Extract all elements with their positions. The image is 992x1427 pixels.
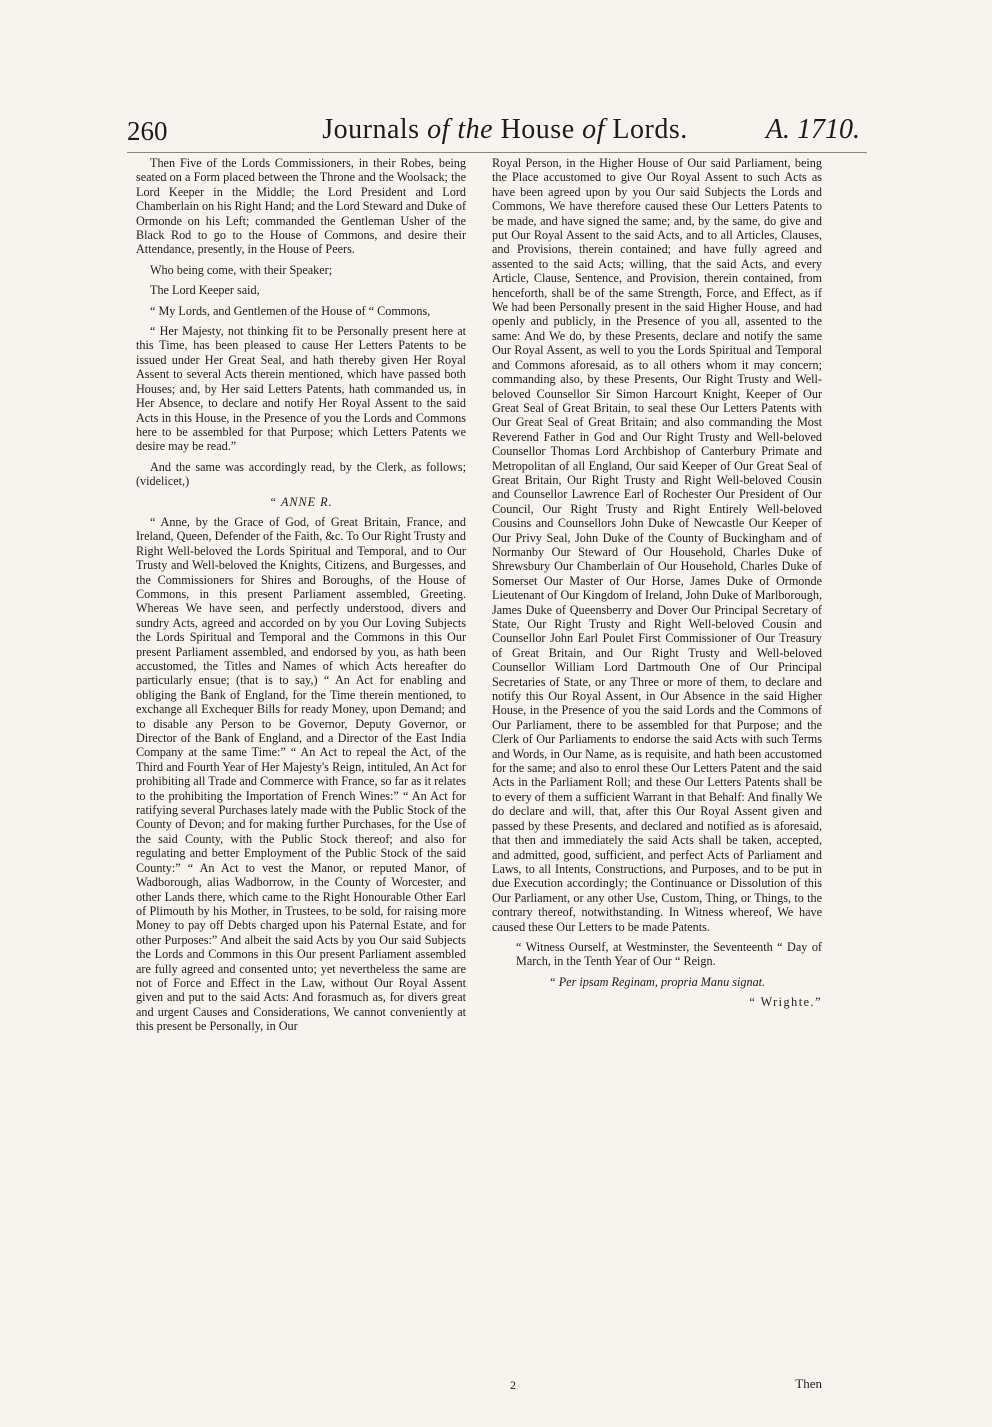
title-part-journals: Journals <box>322 114 428 145</box>
left-column <box>136 156 466 1040</box>
paragraph-per-ipsam: “ Per ipsam Reginam, propria Manu signat. <box>548 974 766 989</box>
paragraph-read-by-clerk: And the same was accordingly read, by the Clerk, as follows; (videlicet,) <box>136 459 466 489</box>
page-number: 260 <box>127 116 168 146</box>
paragraph-who-being-come: Who being come, with their Speaker; <box>150 262 333 277</box>
title-part-of: of <box>582 114 605 145</box>
title-part-house: House <box>493 114 583 145</box>
paragraph-commissioners-seated: Then Five of the Lords Commissioners, in their Robes, being seated on a Form placed between the Throne and the Woolsack; the Lord Keeper in the Middle; the Lord President and Lord Chamberlain on his Right Hand; and the Lord Steward and Duke of Ormonde on his Left; commanded the Gentleman Usher of the Black Rod to go to the House of Commons, and desire their Attendance, presently, in the House of Peers. <box>136 156 467 257</box>
catchword: Then <box>795 1376 822 1391</box>
paragraph-salutation: “ My Lords, and Gentlemen of the House of “ Commons, <box>150 303 431 318</box>
right-column <box>492 156 822 1016</box>
page-footer <box>492 1372 822 1402</box>
paragraph-speech: “ Her Majesty, not thinking fit to be Personally present here at this Time, has been pleased to cause Her Letters Patents to be issued under Her Great Seal, and hath thereby given Her Royal Assent to several Acts therein mentioned, which have passed both Houses; and, by Her said Letters Patents, hath commanded us, in Her Absence, to declare and notify Her Royal Assent to the said Acts in this House, in the Presence of you the Lords and Commons here to be assembled for that Purpose; which Letters Patents we desire may be read.” <box>136 324 466 454</box>
anne-r-heading: “ ANNE R. <box>269 494 333 509</box>
paragraph-letters-patent: “ Anne, by the Grace of God, of Great Britain, France, and Ireland, Queen, Defender of the Faith, &c. To Our Right Trusty and Right Well-beloved the Lords Spiritual and Temporal, and to Our Trusty and Well-beloved the Knights, Citizens, and Burgesses, and the Commissioners for Shires and Boroughs, of the House of Commons, in this present Parliament assembled, Greeting. Whereas We have seen, and perfectly understood, divers and sundry Acts, agreed and accorded on by you Our Loving Subjects the Lords Spiritual and Temporal and the Commons in this Our present Parliament assembled, and endorsed by you, as hath been accustomed, the Titles and Names of which Acts hereafter do particularly ensue; (that is to say,) “ An Act for enabling and obliging the Bank of England, for the Time therein mentioned, to exchange all Exchequer Bills for ready Money, upon Demand; and to disable any Person to be Governor, Deputy Governor, or Director of the Bank of England, and a Director of the East India Company at the same Time:” “ An Act to repeal the Act, of the Third and Fourth Year of Her Majesty's Reign, intituled, An Act for prohibiting all Trade and Commerce with France, so far as it relates to the prohibiting the Importation of French Wines:” “ An Act for ratifying several Purchases lately made with the Public Stock of the County of Devon; and for making further Purchases, for the Use of the said County, with the Public Stock thereof; and also for regulating and better Employment of the Public Stock of the said County:” “ An Act to vest the Manor, or reputed Manor, of Wadborough, alias Wadborrow, in the County of Worcester, and other Lands there, which came to the Right Honourable Other Earl of Plimouth by his Mother, in Trustees, to be sold, for raising more Money to pay off Debts charged upon his Paternal Estate, and for other Purposes:” And albeit the said Acts by you Our said Subjects the Lords and Commons in this Our present Parliament assembled are fully agreed and consented unto; yet nevertheless the same are not of Force and Effect in the Law, without Our Royal Assent given and put to the said Acts: And forasmuch as, for divers great and urgent Causes and Considerations, We cannot conveniently at this present be Personally, in Our <box>136 514 466 1034</box>
paragraph-letters-patent-continued: Royal Person, in the Higher House of Our said Parliament, being the Place accustomed to give Our Royal Assent to such Acts as have been agreed upon by you Our said Subjects the Lords and Commons, We have therefore caused these Our Letters Patents to be made, and have signed the same; and, by the same, do give and put Our Royal Assent to the said Acts, and to all Articles, Clauses, and Provisions, therein contained; and have fully agreed and assented to the said Acts; willing, that the said Acts, and every Article, Clause, Sentence, and Provision, therein contained, from henceforth, shall be of the same Strength, Force, and Effect, as if We had been Personally present in the said Higher House, and had openly and publicly, in the Presence of you all, assented to the same: And We do, by these Presents, declare and notify the same Our Royal Assent, as well to you the Lords Spiritual and Temporal and Commons aforesaid, as to all others whom it may concern; commanding also, by these Presents, Our Right Trusty and Well-beloved Counsellor Sir Simon Harcourt Knight, Keeper of Our Great Seal of Great Britain, to seal these Our Letters Patents with Our Great Seal of Great Britain; and also commanding the Most Reverend Father in God and Our Right Trusty and Well-beloved Counsellor Thomas Lord Archbishop of Canterbury Primate and Metropolitan of all England, Our said Keeper of Our Great Seal of Great Britain, Our Right Trusty and Right Well-beloved Cousin and Counsellor Lawrence Earl of Rochester Our President of Our Council, Our Right Trusty and Right Entirely Well-beloved Cousins and Counsellors John Duke of Newcastle Our Keeper of Our Privy Seal, John Duke of the County of Buckingham and of Normanby Our Steward of Our Household, Charles Duke of Shrewsbury Our Chamberlain of Our Household, Charles Duke of Somerset Our Master of Our Horse, James Duke of Ormonde Lieutenant of Our Kingdom of Ireland, John Duke of Marlborough, James Duke of Queensberry and Dover Our Principal Secretary of State, Our Right Trusty and Right Well-beloved Cousin and Counsellor John Earl Poulet First Commissioner of Our Treasury of Great Britain, and Our Right Trusty and Well-beloved Counsellor William Lord Dartmouth One of Our Principal Secretaries of State, or any Three or more of them, to declare and notify this Our Royal Assent, in Our Absence in the said Higher House, in the Presence of you the said Lords and the Commons of Our Parliament, there to be assembled for that Purpose; and the Clerk of Our Parliaments to endorse the said Acts with such Terms and Words, in Our Name, as is requisite, and hath been accustomed for the same; and also to enrol these Our Letters Patent and the said Acts in the Parliament Roll; and these Our Letters Patents shall be to every of them a sufficient Warrant in that Behalf: And finally We do declare and will, that, after this Our Royal Assent given and passed by these Presents, and declared and notified as is aforesaid, that then and immediately the said Acts shall be taken, accepted, and admitted, good, sufficient, and perfect Acts of Parliament and Laws, to all Intents, Constructions, and Purposes, and to be put in due Execution accordingly; the Continuance or Dissolution of this Our Parliament, or any other Use, Custom, Thing, or Things, to the contrary thereof, notwithstanding. In Witness whereof, We have caused these Our Letters to be made Patents. <box>492 156 822 934</box>
header-rule <box>127 152 867 153</box>
year-heading: A. 1710. <box>765 114 860 145</box>
paragraph-witness: “ Witness Ourself, at Westminster, the Seventeenth “ Day of March, in the Tenth Year of Our “ Reign. <box>516 939 822 969</box>
page-header <box>0 112 992 152</box>
title-part-of-the: of the <box>427 114 494 145</box>
running-title <box>255 114 755 146</box>
signature-mark: 2 <box>510 1378 516 1392</box>
signature-wrighte: “ Wrighte.” <box>749 995 822 1010</box>
paragraph-lord-keeper-said: The Lord Keeper said, <box>150 283 260 298</box>
title-part-lords: Lords. <box>604 114 688 145</box>
